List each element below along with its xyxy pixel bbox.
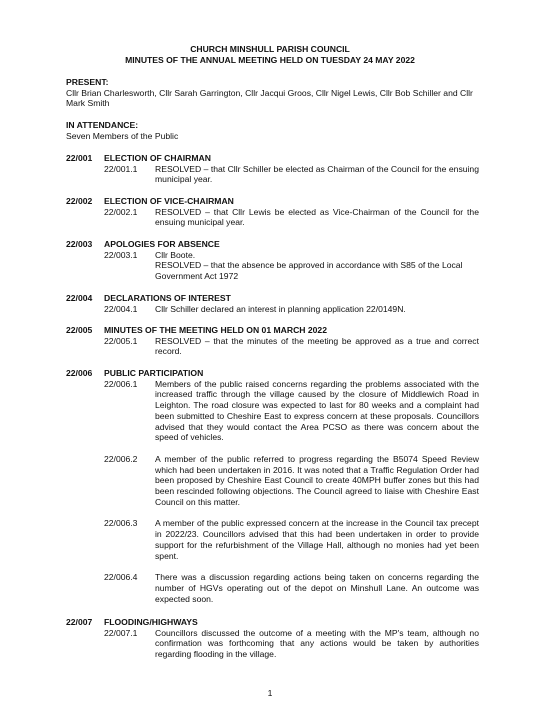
- minutes-title: MINUTES OF THE ANNUAL MEETING HELD ON TUESDAY 24 MAY 2022: [125, 55, 415, 65]
- item-text: RESOLVED – that the minutes of the meeting be approved as a true and correct record.: [155, 335, 479, 357]
- item-text: Cllr Boote.: [155, 249, 196, 260]
- section-declarations: [66, 293, 486, 314]
- minute-item: [104, 518, 486, 561]
- section-flooding-highways: [66, 617, 486, 660]
- item-number: 22/001.1: [104, 163, 138, 174]
- minute-item: [104, 304, 486, 315]
- section-number: 22/001: [66, 153, 93, 163]
- section-title: ELECTION OF VICE-CHAIRMAN: [104, 196, 234, 206]
- present-text: Cllr Brian Charlesworth, Cllr Sarah Garrington, Cllr Jacqui Groos, Cllr Nigel Lewis, Cllr Bob Schiller and Cllr Mark Smith: [66, 87, 473, 109]
- attendance-label: IN ATTENDANCE:: [66, 120, 139, 130]
- section-number: 22/002: [66, 196, 93, 206]
- minute-item: [104, 454, 486, 508]
- present-block: [66, 77, 476, 109]
- attendance-text: Seven Members of the Public: [66, 130, 179, 141]
- section-number: 22/005: [66, 325, 93, 335]
- item-text: A member of the public expressed concern at the increase in the Council tax precept in 2022/23. Councillors advised that this had been undertaken in order to provide support for the refurbishment of the Village Hall, although no monies had yet been spent.: [155, 518, 479, 561]
- section-title: MINUTES OF THE MEETING HELD ON 01 MARCH 2022: [104, 325, 327, 335]
- section-number: 22/007: [66, 617, 93, 627]
- section-election-chairman: [66, 153, 486, 185]
- minute-item: [104, 164, 486, 185]
- minute-item: [104, 379, 486, 443]
- section-title: DECLARATIONS OF INTEREST: [104, 293, 231, 303]
- item-number: 22/006.4: [104, 572, 138, 583]
- item-text: Cllr Schiller declared an interest in planning application 22/0149N.: [155, 303, 406, 314]
- section-apologies: [66, 239, 486, 282]
- item-number: 22/005.1: [104, 335, 138, 346]
- section-number: 22/003: [66, 239, 93, 249]
- section-number: 22/006: [66, 368, 93, 378]
- item-number: 22/004.1: [104, 303, 138, 314]
- attendance-block: [66, 120, 476, 141]
- section-public-participation: [66, 368, 486, 604]
- item-number: 22/003.1: [104, 249, 138, 260]
- item-text: Members of the public raised concerns regarding the problems associated with the increased traffic through the village caused by the closure of Middlewich Road in Leighton. The road closure was expected to last for 80 weeks and a complaint had been submitted to Cheshire East to express concern at these proposals. Councillors advised that they would contact the Area PCSO as there was concern about the speed of vehicles.: [155, 378, 479, 443]
- item-number: 22/006.2: [104, 453, 138, 464]
- page-number: 1: [267, 688, 273, 698]
- section-title: PUBLIC PARTICIPATION: [104, 368, 204, 378]
- item-number: 22/002.1: [104, 206, 138, 217]
- section-title: FLOODING/HIGHWAYS: [104, 617, 198, 627]
- present-label: PRESENT:: [66, 77, 109, 87]
- section-number: 22/004: [66, 293, 93, 303]
- council-name: CHURCH MINSHULL PARISH COUNCIL: [190, 44, 350, 54]
- section-title: ELECTION OF CHAIRMAN: [104, 153, 211, 163]
- minute-item: [104, 250, 486, 261]
- section-title: APOLOGIES FOR ABSENCE: [104, 239, 220, 249]
- item-text: There was a discussion regarding actions being taken on concerns regarding the number of HGVs operating out of the depot on Minshull Lane. An outcome was expected soon.: [155, 572, 479, 604]
- minute-item: [104, 572, 486, 604]
- section-previous-minutes: [66, 325, 486, 357]
- section-election-vice-chairman: [66, 196, 486, 228]
- resolution-text: RESOLVED – that the absence be approved in accordance with S85 of the Local Government Act 1972: [155, 260, 463, 282]
- item-text: Councillors discussed the outcome of a meeting with the MP's team, although no confirmation was forthcoming that any actions would be taken by authorities regarding flooding in the village.: [155, 627, 479, 660]
- minute-item: [104, 628, 486, 660]
- item-number: 22/006.1: [104, 378, 138, 389]
- item-text: RESOLVED – that Cllr Schiller be elected as Chairman of the Council for the ensuing municipal year.: [155, 163, 479, 185]
- minute-item: [104, 207, 486, 228]
- item-number: 22/006.3: [104, 518, 138, 529]
- item-number: 22/007.1: [104, 627, 138, 638]
- item-text: RESOLVED – that Cllr Lewis be elected as Vice-Chairman of the Council for the ensuing municipal year.: [155, 206, 479, 228]
- item-text: A member of the public referred to progress regarding the B5074 Speed Review which had been undertaken in 2016. It was noted that a Traffic Regulation Order had been proposed by Cheshire East Council to create 40MPH buffer zones but this had been rescinded following objections. The Council agreed to liaise with Cheshire East Council on this matter.: [155, 453, 479, 507]
- minute-item: [104, 336, 486, 357]
